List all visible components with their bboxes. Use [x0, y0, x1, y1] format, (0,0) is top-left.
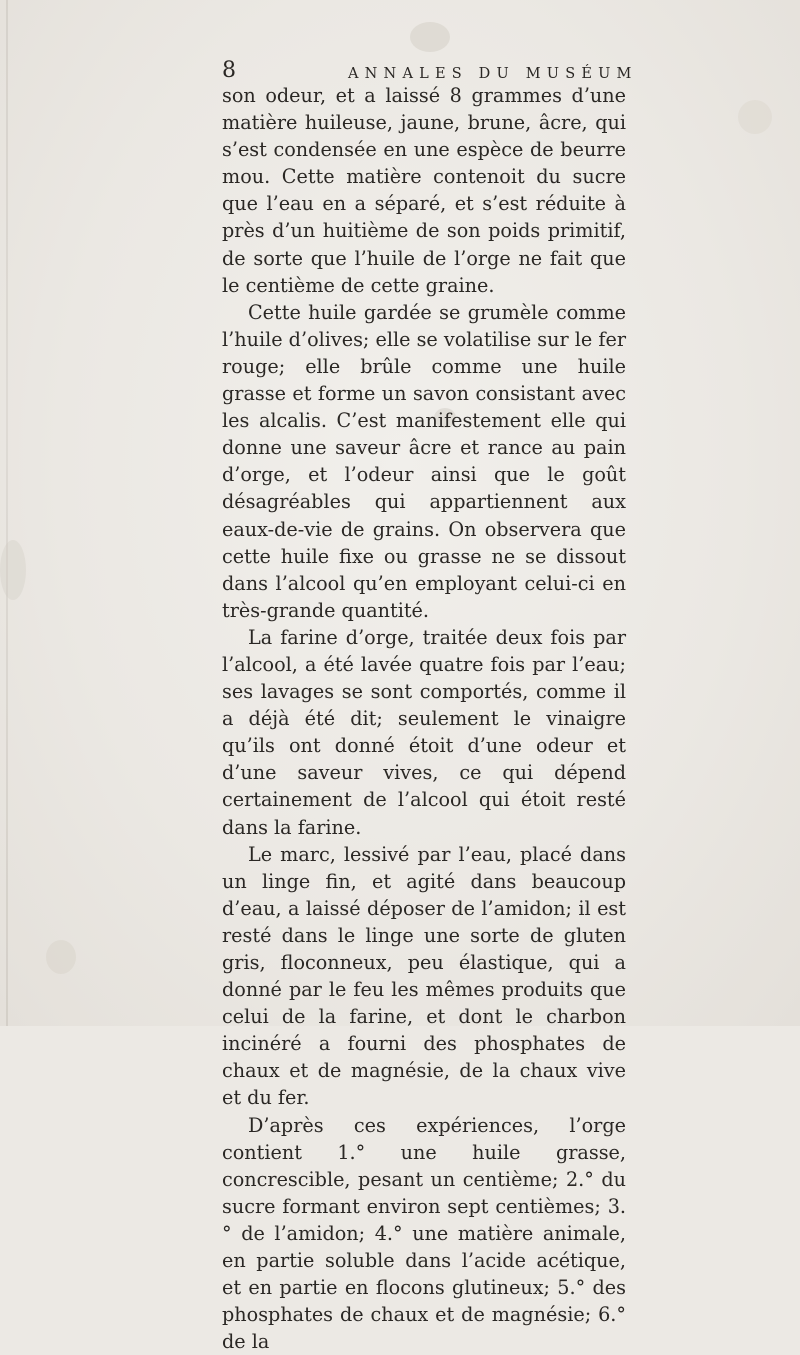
paper-stain — [46, 940, 76, 974]
paragraph: Le marc, lessivé par l’eau, placé dans un linge fin, et agité dans beaucoup d’eau, a laissé déposer de l’amidon; il est resté dans le linge une sorte de gluten gris, floconneux, peu élastique, qui a donné par le feu les mêmes produits que celui de la farine, et dont le charbon incinéré a fourni des phosphates de chaux et de magnésie, de la chaux vive et du fer. — [222, 842, 626, 1110]
paragraph: son odeur, et a laissé 8 grammes d’une matière huileuse, jaune, brune, âcre, qui s’est condensée en une espèce de beurre mou. Cette matière contenoit du sucre que l’eau en a séparé, et s’est réduite à près d’un huitième de son poids primitif, de sorte que l’huile de l’orge ne fait que le centième de cette graine. — [222, 84, 626, 297]
paper-stain — [738, 100, 772, 134]
paragraph: La farine d’orge, traitée deux fois par l’alcool, a été lavée quatre fois par l’eau; ses lavages se sont comportés, comme il a déjà été dit; seulement le vinaigre qu’ils ont donné étoit d’une odeur et d’une saveur vives, ce qui dépend certainement de l’alcool qui étoit resté dans la farine. — [222, 625, 626, 839]
paragraph: Cette huile gardée se grumèle comme l’huile d’olives; elle se volatilise sur le fer rouge; elle brûle comme une huile grasse et forme un savon consistant avec les alcalis. C’est manifestement elle qui donne une saveur âcre et rance au pain d’orge, et l’odeur ainsi que le goût désagréables qui appartiennent aux eaux-de-vie de grains. On observera que cette huile fixe ou grasse ne se dissout dans l’alcool qu’en employant celui-ci en très-grande quantité. — [222, 300, 626, 622]
running-title: ANNALES DU MUSÉUM — [348, 66, 638, 82]
paragraph: D’après ces expériences, l’orge contient 1.° une huile grasse, concrescible, pesant un centième; 2.° du sucre formant environ sept centièmes; 3.° de l’amidon; 4.° une matière animale, en partie soluble dans l’acide acétique, et en partie en flocons glutineux; 5.° des phosphates de chaux et de magnésie; 6.° de la — [222, 1113, 626, 1354]
paper-stain — [0, 540, 26, 600]
binding-edge — [6, 0, 8, 1026]
page-number: 8 — [222, 58, 236, 83]
paper-stain — [410, 22, 450, 52]
body-text — [222, 82, 626, 1355]
